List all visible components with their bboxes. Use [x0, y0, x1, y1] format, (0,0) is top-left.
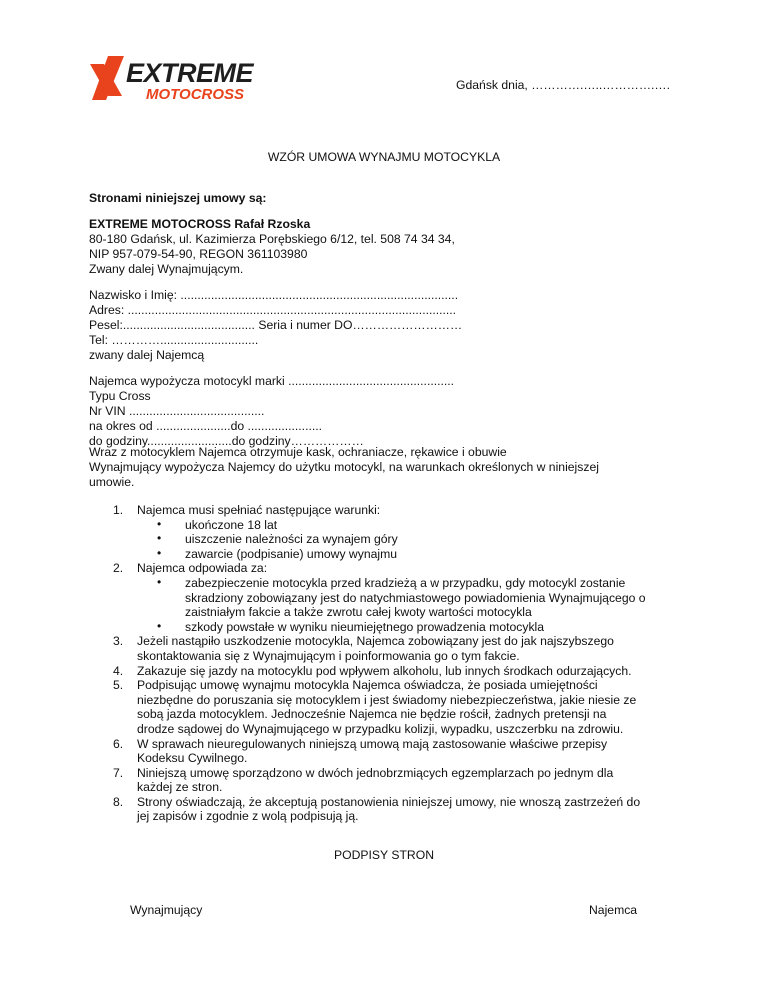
date-line: Gdańsk dnia, ………….…..………….….	[456, 78, 671, 92]
logo-text-extreme: EXTREME	[126, 58, 254, 88]
company-ids: NIP 957-079-54-90, REGON 361103980	[89, 247, 308, 261]
intro-line-3: umowie.	[89, 475, 135, 489]
term-subitem	[137, 532, 689, 547]
term-subitem-line: ukończone 18 lat	[185, 517, 278, 532]
company-address: 80-180 Gdańsk, ul. Kazimierza Porębskiego 6/12, tel. 508 74 34 34,	[89, 232, 455, 246]
vehicle-brand-field: Najemca wypożycza motocykl marki .................................................	[89, 374, 455, 388]
term-item	[89, 678, 689, 736]
term-item	[89, 737, 689, 766]
rental-hours-field: do godziny.........................do godziny………………	[89, 434, 364, 448]
bullet-icon: •	[157, 516, 162, 531]
term-item	[89, 795, 689, 824]
bullet-icon: •	[157, 618, 162, 633]
term-number: 8.	[113, 794, 124, 809]
term-item	[89, 664, 689, 679]
vehicle-vin-field: Nr VIN ........................................	[89, 404, 265, 418]
term-text-line: W sprawach nieuregulowanych niniejszą umową mają zastosowanie właściwe przepisy	[137, 736, 608, 751]
bullet-icon: •	[157, 545, 162, 560]
term-item	[89, 766, 689, 795]
term-number: 3.	[113, 634, 124, 649]
term-subitem-line: uiszczenie należności za wynajem góry	[185, 532, 398, 547]
term-item	[89, 503, 689, 561]
term-text-line: Niniejszą umowę sporządzono w dwóch jednobrzmiących egzemplarzach po jednym dla	[137, 765, 614, 780]
term-text-line: niezbędne do poruszania się motocyklem i jest świadomy niebezpieczeństwa, jakie niesie ze	[137, 692, 637, 707]
term-text-line: Podpisując umowę wynajmu motocykla Najemca oświadcza, że posiada umiejętności	[137, 678, 598, 693]
term-text-line: skontaktowania się z Wynajmującym i poinformowania go o tym fakcie.	[137, 648, 520, 663]
term-number: 2.	[113, 561, 124, 576]
renter-pesel-field: Pesel:....................................... Seria i numer DO………………………	[89, 318, 463, 332]
term-subitem	[137, 576, 689, 620]
term-subitem-line: zaistniałym fakcie a także zwrotu całej kwoty wartości motocykla	[185, 605, 532, 620]
extreme-motocross-logo	[90, 50, 280, 106]
renter-name-field: Nazwisko i Imię: ..................................................................................	[89, 288, 459, 302]
term-subitem-line: skradziony zobowiązany jest do natychmiastowego powiadomienia Wynajmującego o	[185, 590, 646, 605]
bullet-icon: •	[157, 574, 162, 589]
term-item	[89, 634, 689, 663]
term-text-line: Kodeksu Cywilnego.	[137, 751, 248, 766]
term-text-line: sobą jazda motocyklem. Jednocześnie Najemca nie będzie rościł, żadnych pretensji na	[137, 707, 607, 722]
parties-heading: Stronami niniejszej umowy są:	[89, 191, 267, 205]
term-sublist	[137, 576, 689, 634]
renter-address-field: Adres: .................................................................................................	[89, 303, 457, 317]
document-title: WZÓR UMOWA WYNAJMU MOTOCYKLA	[267, 150, 501, 164]
company-name: EXTREME MOTOCROSS Rafał Rzoska	[89, 217, 311, 231]
bullet-icon: •	[157, 531, 162, 546]
term-subitem-line: zabezpieczenie motocykla przed kradzieżą a w przypadku, gdy motocykl zostanie	[185, 575, 626, 590]
term-subitem	[137, 547, 689, 562]
company-called: Zwany dalej Wynajmującym.	[89, 262, 244, 276]
term-number: 7.	[113, 765, 124, 780]
term-subitem-line: szkody powstałe w wyniku nieumiejętnego prowadzenia motocykla	[185, 619, 545, 634]
term-text-line: Zakazuje się jazdy na motocyklu pod wpływem alkoholu, lub innych środkach odurzających.	[137, 663, 632, 678]
term-text-line: Strony oświadczają, że akceptują postanowienia niniejszej umowy, nie wnoszą zastrzeżeń do	[137, 794, 641, 809]
term-text-line: Jeżeli nastąpiło uszkodzenie motocykla, Najemca zobowiązany jest do jak najszybszego	[137, 634, 614, 649]
term-number: 1.	[113, 503, 124, 517]
intro-line-1: Wraz z motocyklem Najemca otrzymuje kask, ochraniacze, rękawice i obuwie	[89, 445, 507, 459]
term-text-line: Najemca odpowiada za:	[137, 561, 268, 576]
intro-line-2: Wynajmujący wypożycza Najemcy do użytku motocykl, na warunkach określonych w niniejszej	[89, 460, 599, 474]
term-text-line: Najemca musi spełniać następujące warunki:	[137, 503, 381, 517]
term-number: 6.	[113, 736, 124, 751]
terms-list	[89, 503, 689, 824]
term-subitem	[137, 518, 689, 533]
vehicle-type: Typu Cross	[89, 389, 151, 403]
renter-called: zwany dalej Najemcą	[89, 348, 205, 362]
term-item	[89, 561, 689, 634]
signature-lessor-label: Wynajmujący	[130, 903, 203, 917]
renter-tel-field: Tel: ………….............................	[89, 333, 259, 347]
signatures-title: PODPISY STRON	[333, 848, 434, 862]
term-text-line: drodze sądowej do Wynajmującego w przypadku kolizji, wypadku, uszczerbku na zdrowiu.	[137, 721, 624, 736]
term-text-line: jej zapisów i zgodnie z wolą podpisują ją.	[137, 809, 359, 824]
term-text-line: każdej ze stron.	[137, 780, 223, 795]
term-subitem-line: zawarcie (podpisanie) umowy wynajmu	[185, 546, 398, 561]
term-number: 4.	[113, 663, 124, 678]
logo-text-motocross: MOTOCROSS	[146, 86, 245, 103]
term-number: 5.	[113, 678, 124, 693]
signature-lessee-label: Najemca	[589, 903, 638, 917]
rental-period-field: na okres od ......................do ......................	[89, 419, 323, 433]
term-sublist	[137, 518, 689, 562]
term-subitem	[137, 620, 689, 635]
